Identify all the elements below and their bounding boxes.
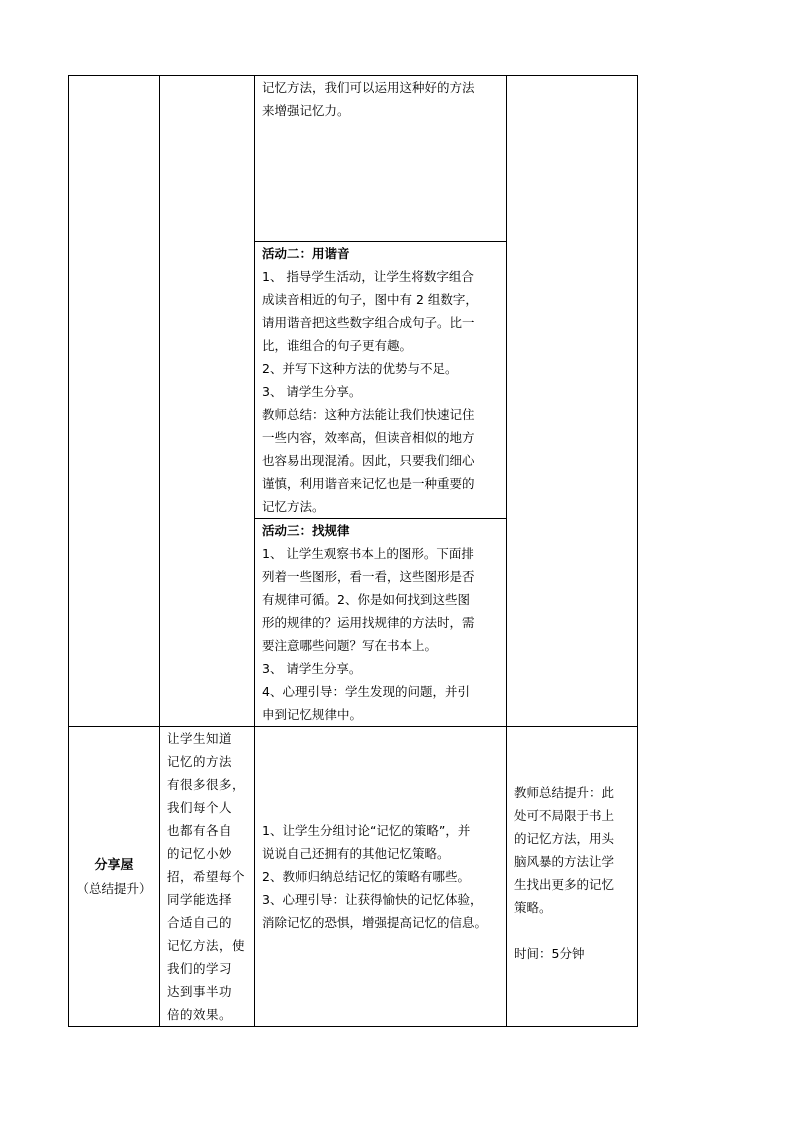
text-line: 有很多很多，: [167, 777, 246, 792]
spacer: [514, 919, 631, 942]
activity1-continuation-cell: [255, 76, 507, 242]
text-line: 1、 指导学生活动，让学生将数字组合: [262, 269, 474, 284]
text-line: 合适自己的: [167, 915, 233, 930]
goal-cell: [160, 727, 255, 1027]
text-line: 4、心理引导：学生发现的问题，并引: [262, 684, 470, 699]
text-line: 也容易出现混淆。因此，只要我们细心: [262, 453, 475, 468]
sharing-activity-cell: [255, 727, 507, 1027]
text-line: 要注意哪些问题？写在书本上。: [262, 638, 438, 653]
text-line: 教师总结提升：此: [514, 785, 615, 800]
activity3-title: 活动三：找规律: [262, 523, 350, 538]
activity3-cell: [255, 519, 507, 727]
text-line: 招，希望每个: [167, 869, 246, 884]
text-line: 一些内容，效率高，但读音相似的地方: [262, 430, 475, 445]
text-line: 记忆方法，我们可以运用这种好的方法: [262, 80, 475, 95]
activity2-title: 活动二：用谐音: [262, 246, 350, 261]
text-line: 申到记忆规律中。: [262, 707, 363, 722]
text-line: 比，谁组合的句子更有趣。: [262, 338, 413, 353]
text-line: 记忆的方法: [167, 754, 233, 769]
text-line: 消除记忆的恐惧，增强提高记忆的信息。: [262, 915, 488, 930]
text-line: 倍的效果。: [167, 1007, 233, 1022]
goal-cell-empty: [160, 76, 255, 727]
text-line: 同学能选择: [167, 892, 233, 907]
table-row: [69, 727, 638, 1027]
text-line: 达到事半功: [167, 984, 233, 999]
text-line: 3、 请学生分享。: [262, 661, 362, 676]
text-line: 成读音相近的句子，图中有 2 组数字，: [262, 292, 478, 307]
text-line: 教师总结：这种方法能让我们快速记住: [262, 407, 475, 422]
text-line: 谨慎，利用谐音来记忆也是一种重要的: [262, 476, 475, 491]
note-cell-empty: [507, 76, 638, 727]
text-line: 让学生知道: [167, 731, 233, 746]
teacher-note-cell: [507, 727, 638, 1027]
text-line: 1、让学生分组讨论“记忆的策略”，并: [262, 823, 471, 838]
text-line: 策略。: [514, 900, 552, 915]
lesson-plan-table: [68, 75, 638, 1027]
text-line: 形的规律的？运用找规律的方法时，需: [262, 615, 475, 630]
text-line: 说说自己还拥有的其他记忆策略。: [262, 846, 450, 861]
text-line: 记忆方法。: [262, 499, 325, 514]
text-line: 的记忆小妙: [167, 846, 233, 861]
text-line: 列着一些图形，看一看，这些图形是否: [262, 569, 475, 584]
text-line: 1、 让学生观察书本上的图形。下面排: [262, 546, 474, 561]
section-name-cell: [69, 727, 160, 1027]
text-line: 也都有各自: [167, 823, 233, 838]
text-line: 请用谐音把这些数字组合成句子。比一: [262, 315, 475, 330]
text-line: 脑风暴的方法让学: [514, 854, 615, 869]
text-line: 生找出更多的记忆: [514, 877, 615, 892]
text-line: 2、并写下这种方法的优势与不足。: [262, 361, 458, 376]
section-title: 分享屋: [94, 857, 134, 873]
text-line: 处可不局限于书上: [514, 808, 615, 823]
text-line: 我们的学习: [167, 961, 233, 976]
text-line: 3、 请学生分享。: [262, 384, 362, 399]
text-line: 来增强记忆力。: [262, 103, 350, 118]
activity2-cell: [255, 242, 507, 519]
text-line: 记忆方法，使: [167, 938, 246, 953]
text-line: 的记忆方法，用头: [514, 831, 615, 846]
text-line: 2、教师归纳总结记忆的策略有哪些。: [262, 869, 470, 884]
text-line: 我们每个人: [167, 800, 233, 815]
text-line: 3、心理引导：让获得愉快的记忆体验，: [262, 892, 483, 907]
text-line: 有规律可循。2、你是如何找到这些图: [262, 592, 470, 607]
time-label: 时间：5分钟: [514, 946, 585, 961]
section-subtitle: （总结提升）: [76, 880, 152, 896]
table-row: [69, 76, 638, 242]
section-cell-empty: [69, 76, 160, 727]
